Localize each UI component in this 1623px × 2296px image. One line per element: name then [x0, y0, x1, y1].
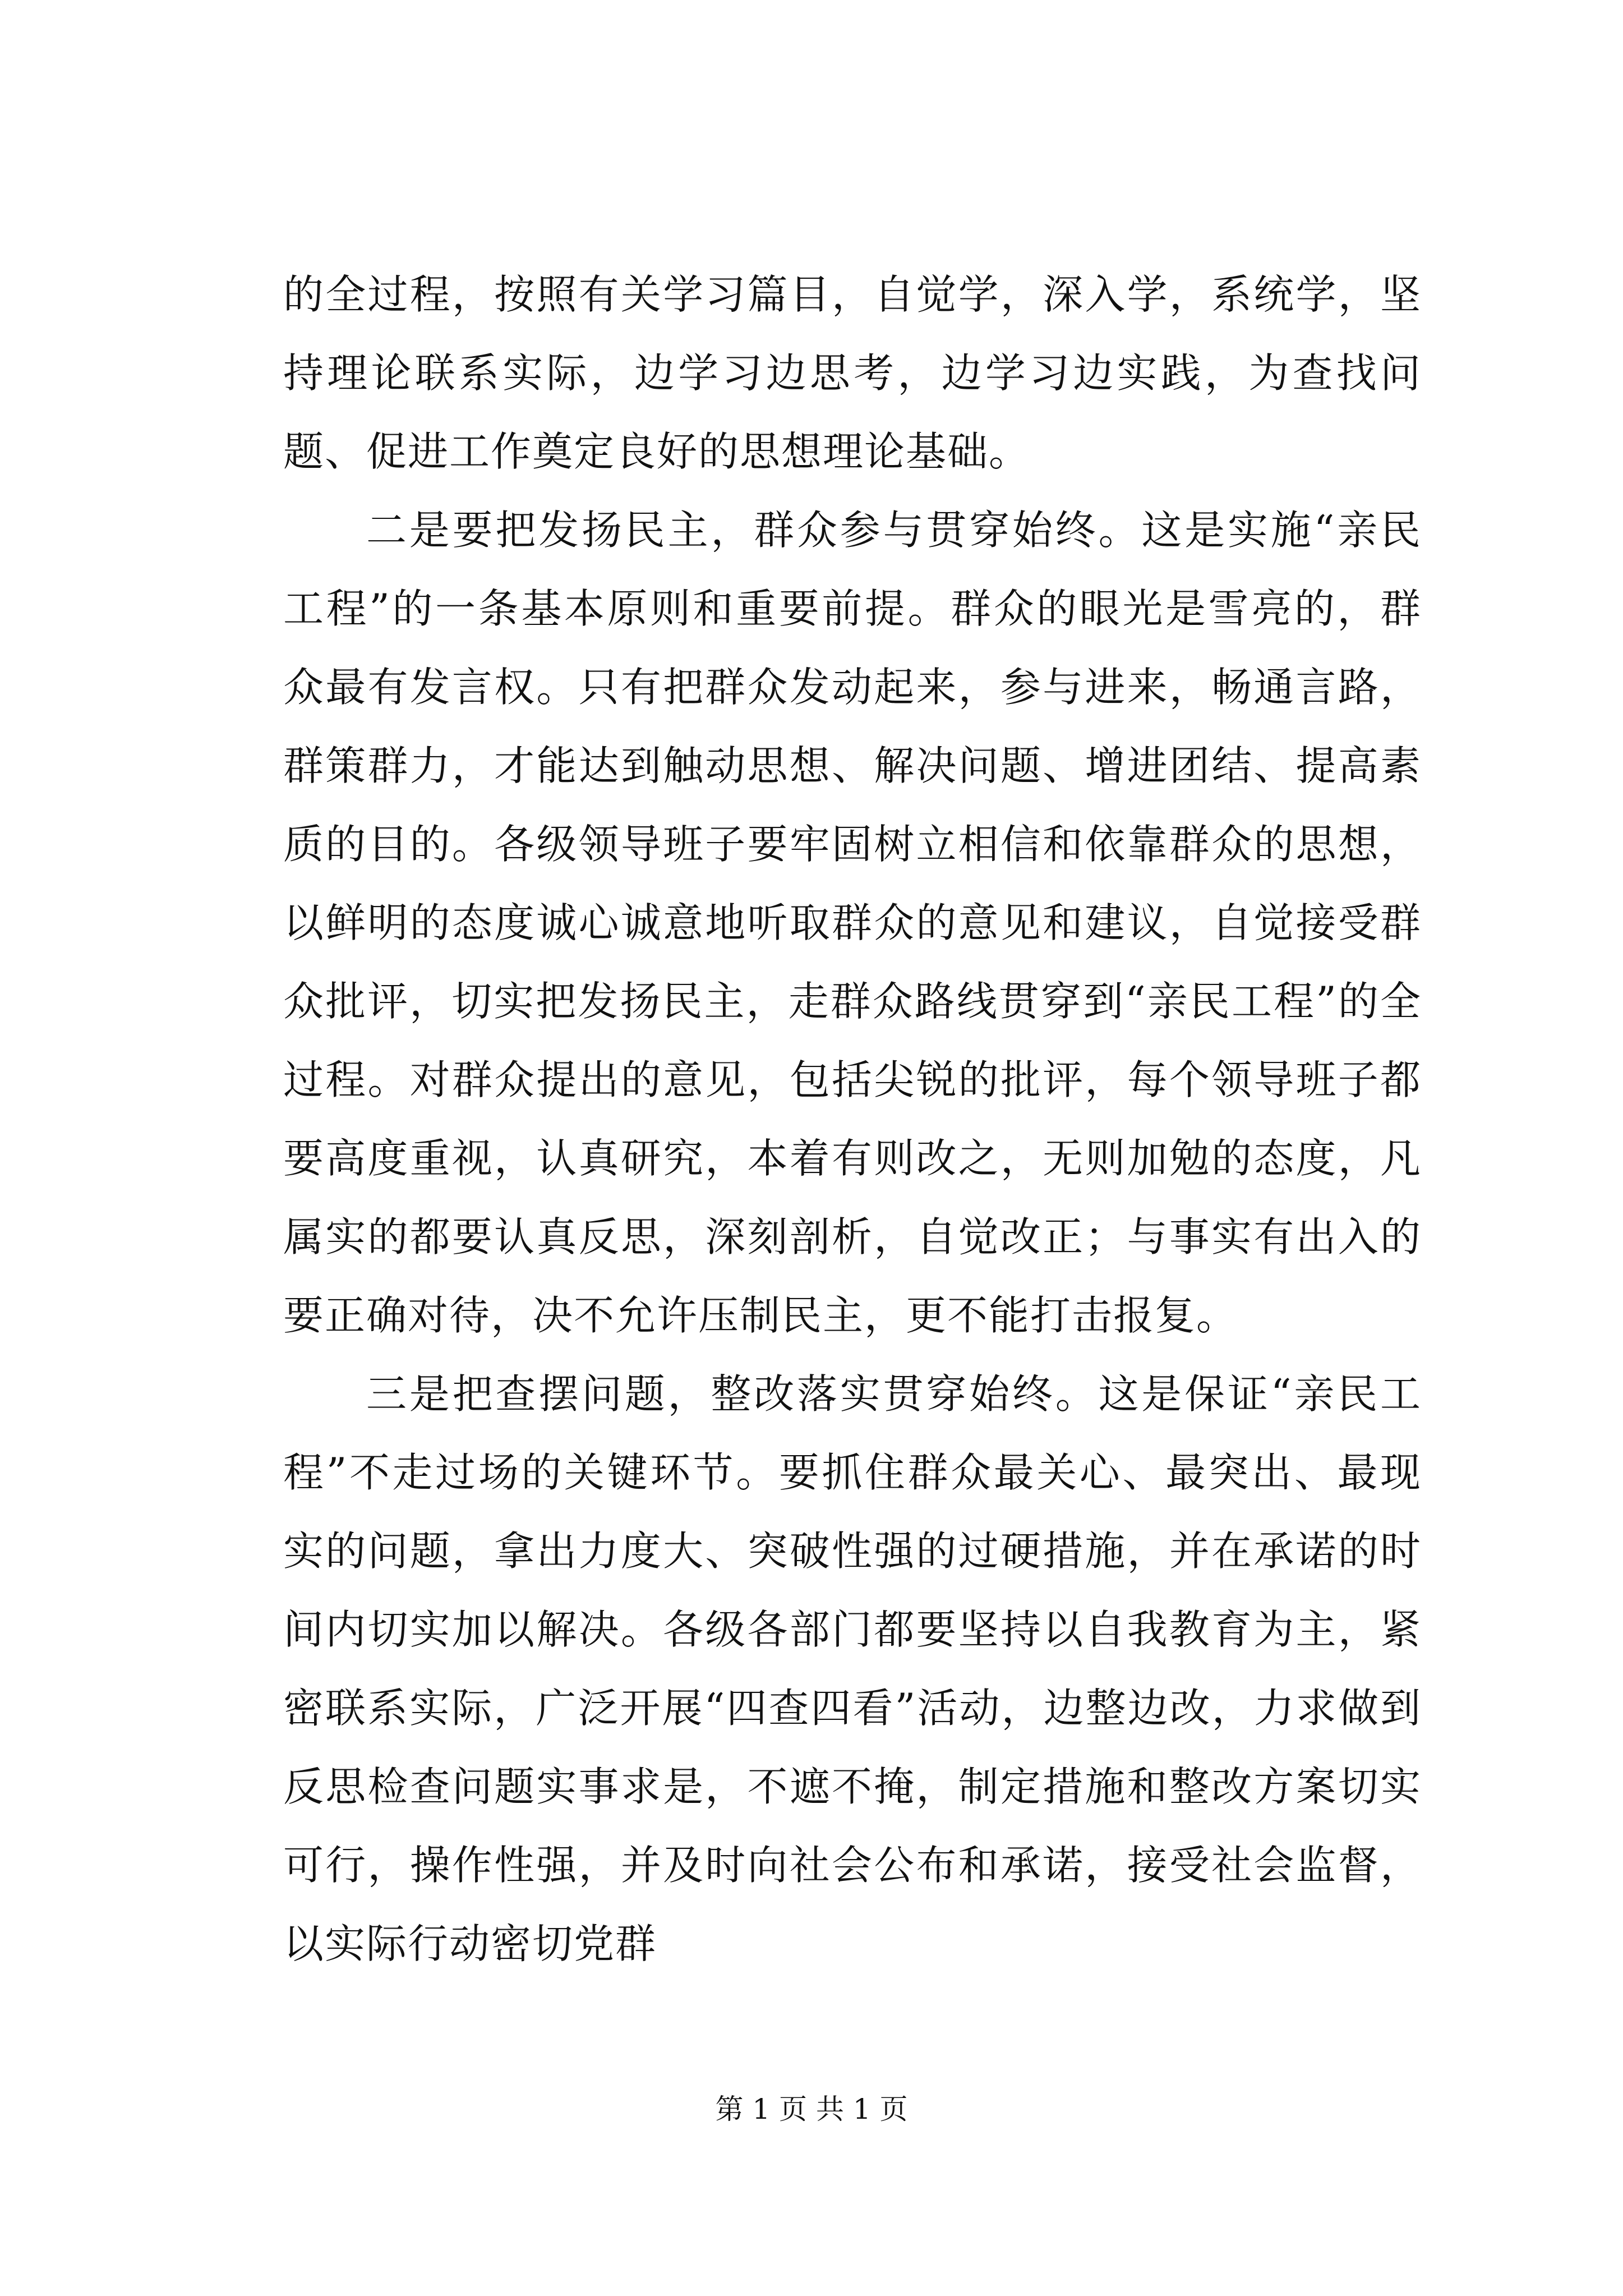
page-footer: 第 1 页 共 1 页 — [715, 2093, 908, 2125]
document-body — [283, 255, 1422, 1983]
paragraph-continuation: 的全过程，按照有关学习篇目，自觉学，深入学，系统学，坚持理论联系实际，边学习边思考，边学习边实践，为查找问题、促进工作奠定良好的思想理论基础。 — [283, 271, 1422, 475]
paragraph-rectification: 三是把查摆问题，整改落实贯穿始终。这是保证“亲民工程”不走过场的关键环节。要抓住群众最关心、最突出、最现实的问题，拿出力度大、突破性强的过硬措施，并在承诺的时间内切实加以解决。各级各部门都要坚持以自我教育为主，紧密联系实际，广泛开展“四查四看”活动，边整边改，力求做到反思检查问题实事求是，不遮不掩，制定措施和整改方案切实可行，操作性强，并及时向社会公布和承诺，接受社会监督，以实际行动密切党群 — [283, 1370, 1422, 1967]
paragraph-democracy: 二是要把发扬民主，群众参与贯穿始终。这是实施“亲民工程”的一条基本原则和重要前提。群众的眼光是雪亮的，群众最有发言权。只有把群众发动起来，参与进来，畅通言路，群策群力，才能达到触动思想、解决问题、增进团结、提高素质的目的。各级领导班子要牢固树立相信和依靠群众的思想，以鲜明的态度诚心诚意地听取群众的意见和建议，自觉接受群众批评，切实把发扬民主，走群众路线贯穿到“亲民工程”的全过程。对群众提出的意见，包括尖锐的批评，每个领导班子都要高度重视，认真研究，本着有则改之，无则加勉的态度，凡属实的都要认真反思，深刻剖析，自觉改正；与事实有出入的要正确对待，决不允许压制民主，更不能打击报复。 — [283, 507, 1422, 1339]
